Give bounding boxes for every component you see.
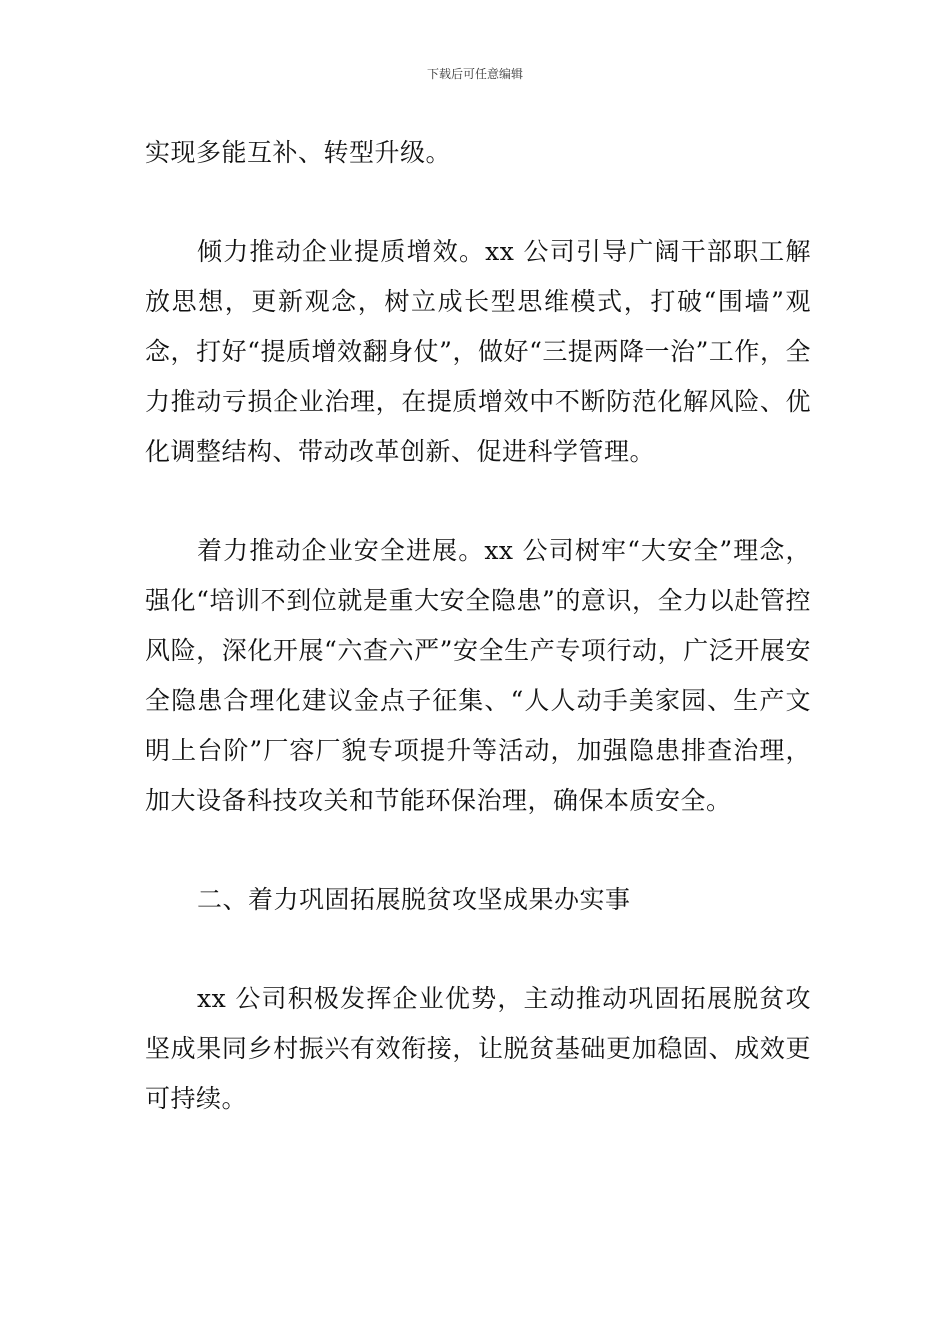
paragraph-quality-efficiency: 倾力推动企业提质增效。xx 公司引导广阔干部职工解放思想，更新观念，树立成长型思维模式，打破“围墙”观念，打好“提质增效翻身仗”，做好“三提两降一治”工作，全力推动亏损企业治理，在提质增效中不断防范化解风险、优化调整结构、带动改革创新、促进科学管理。 — [145, 237, 811, 466]
document-body — [145, 128, 811, 1124]
section-heading: 二、着力巩固拓展脱贫攻坚成果办实事 — [197, 885, 631, 914]
paragraph-poverty-alleviation: xx 公司积极发挥企业优势，主动推动巩固拓展脱贫攻坚成果同乡村振兴有效衔接，让脱贫基础更加稳固、成效更可持续。 — [145, 984, 811, 1113]
paragraph-continuation: 实现多能互补、转型升级。 — [145, 138, 452, 167]
paragraph-safety: 着力推动企业安全进展。xx 公司树牢“大安全”理念，强化“培训不到位就是重大安全隐患”的意识，全力以赴管控风险，深化开展“六查六严”安全生产专项行动，广泛开展安全隐患合理化建议金点子征集、“人人动手美家园、生产文明上台阶”厂容厂貌专项提升等活动，加强隐患排查治理，加大设备科技攻关和节能环保治理，确保本质安全。 — [145, 536, 811, 815]
page-header: 下载后可任意编辑 — [426, 67, 523, 81]
